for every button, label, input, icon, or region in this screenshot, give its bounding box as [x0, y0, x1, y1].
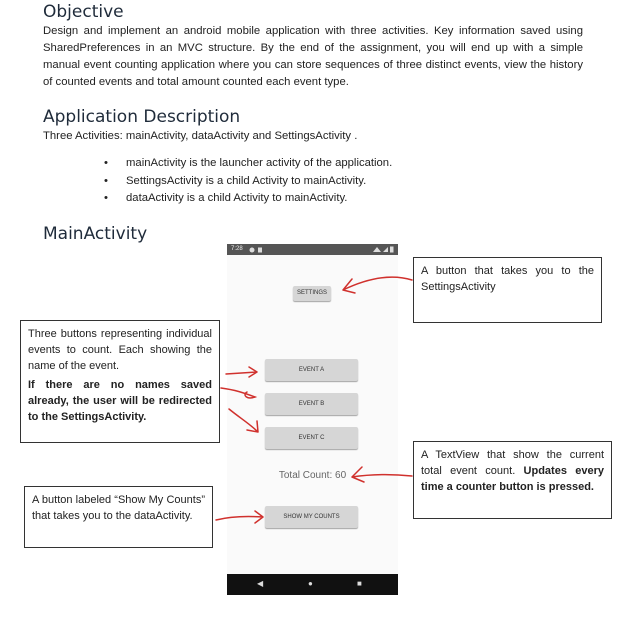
arrow-to-show-counts [216, 511, 263, 523]
bullet-text: mainActivity is the launcher activity of the application. [126, 157, 393, 169]
callout-show-counts-text: A button labeled “Show My Counts” that takes you to the dataActivity. [32, 494, 205, 522]
main-activity-heading: MainActivity [43, 224, 148, 244]
callout-textview-bold: Updates every time a counter button is pressed. [421, 465, 604, 493]
arrow-to-settings [343, 277, 412, 293]
bullet-icon: • [104, 157, 108, 169]
event-c-button[interactable]: EVENT C [265, 427, 358, 449]
total-count-text: Total Count: 60 [278, 470, 347, 481]
bullet-icon: • [104, 174, 108, 187]
home-icon[interactable]: ● [308, 579, 313, 588]
callout-events-bold-text: If there are no names saved already, the user will be redirected to the SettingsActivity. [28, 379, 212, 423]
arrow-to-event-b [221, 388, 255, 398]
show-my-counts-button[interactable]: SHOW MY COUNTS [265, 506, 358, 528]
app-description-intro: Three Activities: mainActivity, dataActivity and SettingsActivity . [43, 130, 358, 142]
objective-body: Design and implement an android mobile application with three activities. Key information saved using SharedPreferences in an MVC structure. By the end of the assignment, you will end up with a simple manual event counting application where you can store sequences of three distinct events, view the history of counted events and total amount counted each event type. [43, 25, 583, 88]
bullet-text: dataActivity is a child Activity to mainActivity. [126, 192, 348, 204]
event-a-button[interactable]: EVENT A [265, 359, 358, 381]
event-b-button[interactable]: EVENT B [265, 393, 358, 415]
arrow-to-event-c [229, 409, 258, 432]
callout-settings-text: A button that takes you to the SettingsActivity [421, 265, 594, 293]
arrow-to-event-a [226, 367, 257, 377]
back-icon[interactable]: ◀ [257, 579, 264, 588]
arrow-to-total-count [352, 467, 412, 482]
callout-textview-plain: A TextView that show the current total event count. [421, 449, 604, 477]
recent-apps-icon[interactable]: ■ [357, 579, 362, 588]
app-description-heading: Application Description [43, 107, 241, 127]
objective-heading: Objective [43, 2, 124, 22]
status-time: 7:28 [231, 246, 243, 252]
bullet-text: SettingsActivity is a child Activity to mainActivity. [126, 174, 367, 187]
settings-button[interactable]: SETTINGS [293, 286, 331, 301]
callout-events-text: Three buttons representing individual events to count. Each showing the name of the event. [28, 328, 212, 372]
bullet-icon: • [104, 192, 108, 204]
